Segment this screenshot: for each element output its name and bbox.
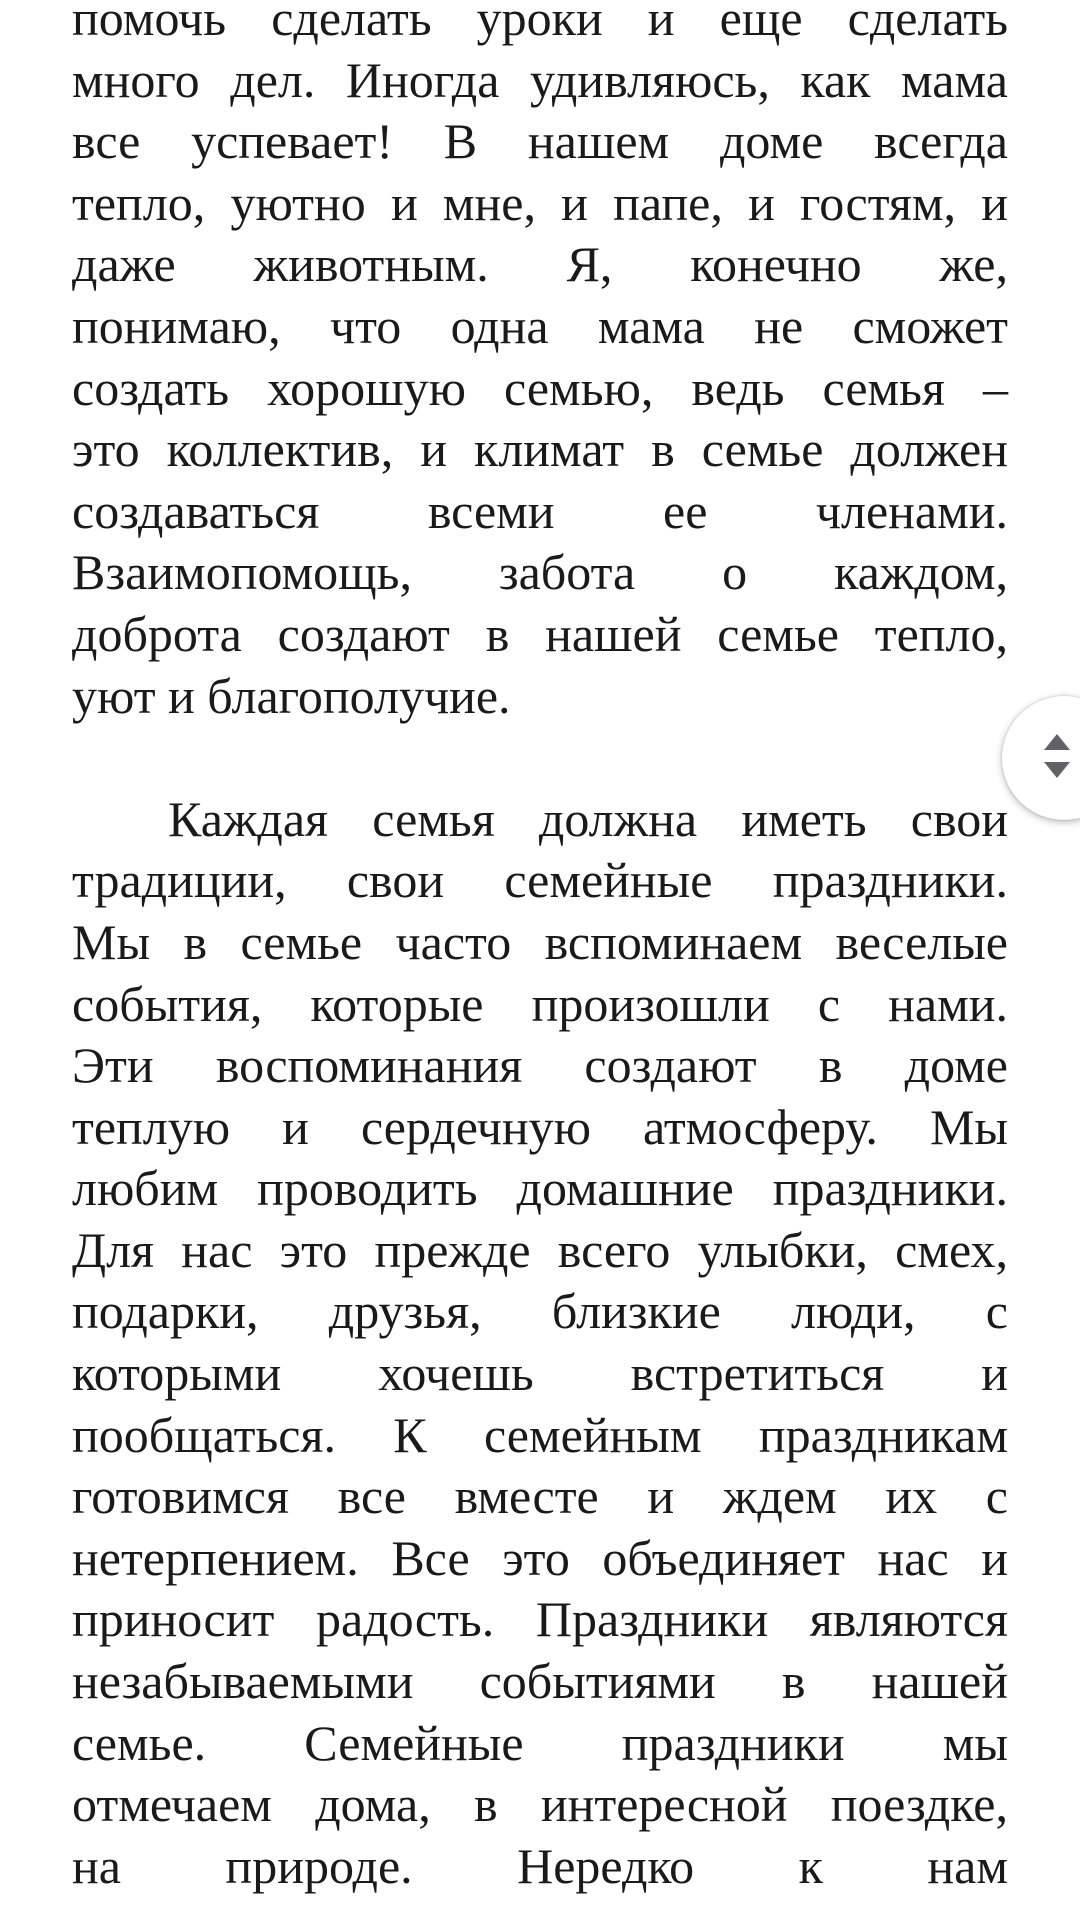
text-line: семье. Семейные праздники мы	[72, 1714, 1008, 1771]
text-line: Для нас это прежде всего улыбки, смех,	[72, 1221, 1008, 1278]
text-line: пообщаться. К семейным праздникам	[72, 1406, 1008, 1463]
text-line: создать хорошую семью, ведь семья –	[72, 359, 1008, 416]
text-line: события, которые произошли с нами.	[72, 975, 1008, 1032]
text-line: много дел. Иногда удивляюсь, как мама	[72, 51, 1008, 108]
down-arrow-icon	[1044, 762, 1070, 778]
text-line: подарки, друзья, близкие люди, с	[72, 1283, 1008, 1340]
text-line: Взаимопомощь, забота о каждом,	[72, 544, 1008, 601]
text-line: готовимся все вместе и ждем их с	[72, 1468, 1008, 1525]
paragraph-1	[72, 0, 1008, 727]
paragraph-2	[72, 789, 1008, 1898]
document-text	[72, 0, 1008, 1897]
text-line: понимаю, что одна мама не сможет	[72, 297, 1008, 354]
text-line: нетерпением. Все это объединяет нас и	[72, 1529, 1008, 1586]
text-line: любим проводить домашние праздники.	[72, 1160, 1008, 1217]
fast-scroll-handle[interactable]	[1002, 696, 1080, 820]
text-line: помочь сделать уроки и еще сделать	[72, 0, 1008, 46]
text-line: теплую и сердечную атмосферу. Мы	[72, 1098, 1008, 1155]
text-line: даже животным. Я, конечно же,	[72, 236, 1008, 293]
text-line: отмечаем дома, в интересной поездке,	[72, 1776, 1008, 1833]
text-line: приносит радость. Праздники являются	[72, 1591, 1008, 1648]
paragraph-spacer	[72, 727, 1008, 789]
text-line: Эти воспоминания создают в доме	[72, 1037, 1008, 1094]
text-line: Мы в семье часто вспоминаем веселые	[72, 913, 1008, 970]
text-line: тепло, уютно и мне, и папе, и гостям, и	[72, 174, 1008, 231]
text-line: Каждая семья должна иметь свои	[168, 790, 1008, 847]
text-line: которыми хочешь встретиться и	[72, 1345, 1008, 1402]
text-line: все успевает! В нашем доме всегда	[72, 113, 1008, 170]
text-line: создаваться всеми ее членами.	[72, 482, 1008, 539]
text-line: на природе. Нередко к нам	[72, 1837, 1008, 1894]
text-line: незабываемыми событиями в нашей	[72, 1653, 1008, 1710]
text-line: это коллектив, и климат в семье должен	[72, 421, 1008, 478]
up-arrow-icon	[1044, 734, 1070, 750]
text-line: уют и благополучие.	[72, 667, 511, 724]
text-line: доброта создают в нашей семье тепло,	[72, 605, 1008, 662]
text-line: традиции, свои семейные праздники.	[72, 852, 1008, 909]
